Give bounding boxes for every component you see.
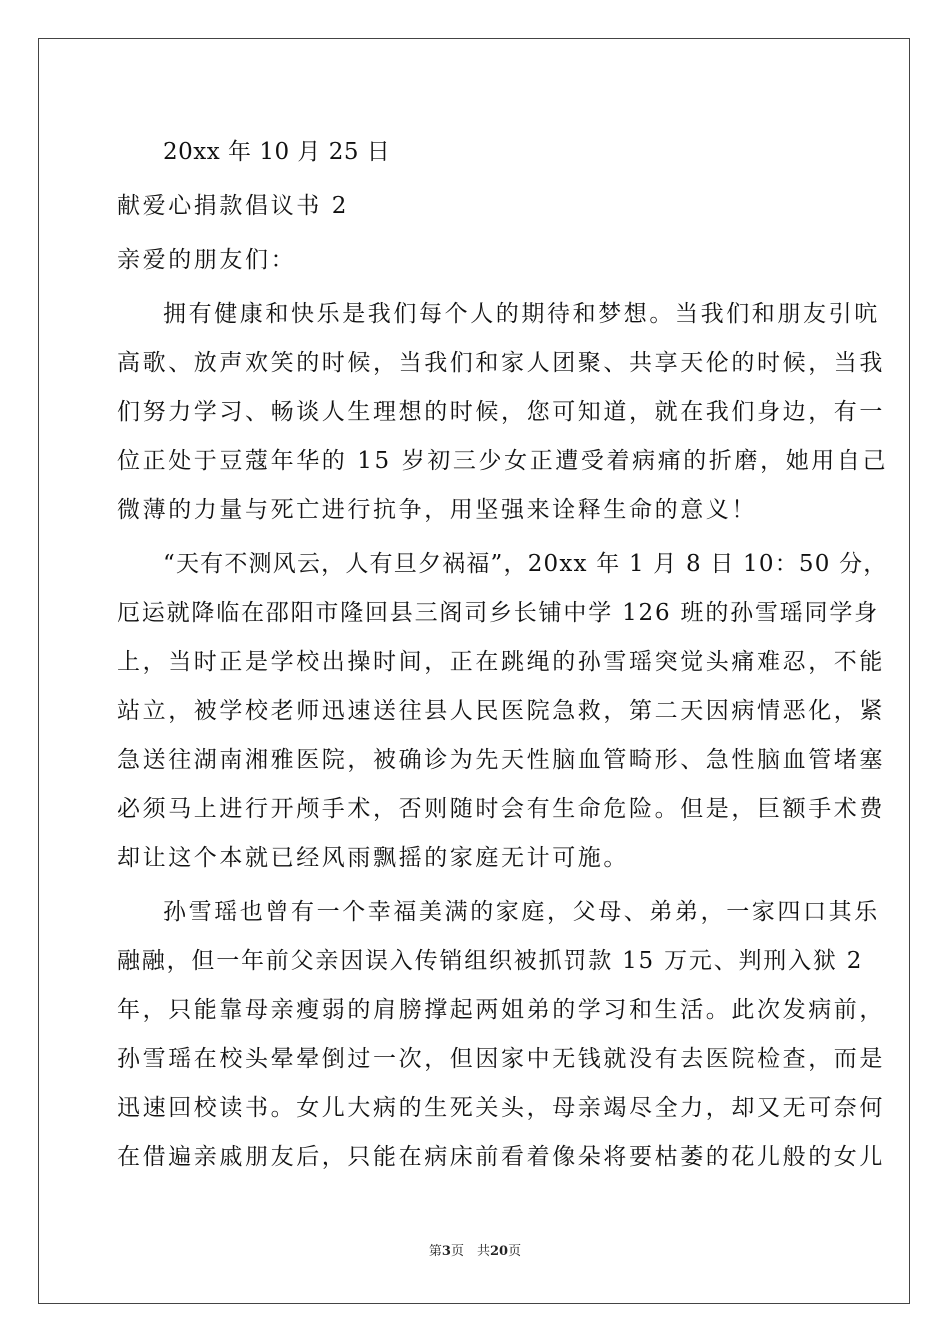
paragraph-line: 融融，但一年前父亲因误入传销组织被抓罚款 15 万元、判刑入狱 2 xyxy=(117,948,864,974)
document-date: 20xx 年 10 月 25 日 xyxy=(163,139,391,165)
paragraph-line: 在借遍亲戚朋友后，只能在病床前看着像朵将要枯萎的花儿般的女儿 xyxy=(117,1144,885,1170)
paragraph-line: 厄运就降临在邵阳市隆回县三阁司乡长铺中学 126 班的孙雪瑶同学身 xyxy=(117,600,879,626)
paragraph-line: 们努力学习、畅谈人生理想的时候，您可知道，就在我们身边，有一 xyxy=(117,399,885,425)
footer-prefix: 第 xyxy=(428,1244,442,1259)
paragraph-line: 急送往湖南湘雅医院，被确诊为先天性脑血管畸形、急性脑血管堵塞 xyxy=(117,747,885,773)
footer-mid: 页 共 xyxy=(450,1244,490,1259)
paragraph-line: 必须马上进行开颅手术，否则随时会有生命危险。但是，巨额手术费 xyxy=(117,796,885,822)
document-title: 献爱心捐款倡议书 2 xyxy=(117,193,349,219)
paragraph-line: 迅速回校读书。女儿大病的生死关头，母亲竭尽全力，却又无可奈何 xyxy=(117,1095,885,1121)
paragraph-line: 高歌、放声欢笑的时候，当我们和家人团聚、共享天伦的时候，当我 xyxy=(117,350,885,376)
paragraph-line: 孙雪瑶也曾有一个幸福美满的家庭，父母、弟弟，一家四口其乐 xyxy=(163,899,880,925)
total-pages: 20 xyxy=(489,1244,509,1259)
paragraph-line: “天有不测风云，人有旦夕祸福”，20xx 年 1 月 8 日 10：50 分， xyxy=(163,551,888,577)
footer-suffix: 页 xyxy=(508,1244,522,1259)
paragraph-line: 孙雪瑶在校头晕晕倒过一次，但因家中无钱就没有去医院检查，而是 xyxy=(117,1046,885,1072)
document-body xyxy=(117,128,889,1182)
paragraph-line: 年，只能靠母亲瘦弱的肩膀撑起两姐弟的学习和生活。此次发病前， xyxy=(117,997,885,1023)
paragraph-line: 拥有健康和快乐是我们每个人的期待和梦想。当我们和朋友引吭 xyxy=(163,301,880,327)
paragraph-1 xyxy=(117,290,889,535)
page-number: 3 xyxy=(441,1244,451,1259)
paragraph-2 xyxy=(117,540,888,883)
paragraph-line: 却让这个本就已经风雨飘摇的家庭无计可施。 xyxy=(117,845,629,871)
page-footer xyxy=(0,1240,950,1259)
paragraph-line: 上，当时正是学校出操时间，正在跳绳的孙雪瑶突觉头痛难忍，不能 xyxy=(117,649,885,675)
paragraph-line: 站立，被学校老师迅速送往县人民医院急救，第二天因病情恶化，紧 xyxy=(117,698,885,724)
paragraph-line: 微薄的力量与死亡进行抗争，用坚强来诠释生命的意义！ xyxy=(117,497,757,523)
paragraph-3 xyxy=(117,888,885,1182)
paragraph-line: 位正处于豆蔻年华的 15 岁初三少女正遭受着病痛的折磨，她用自己 xyxy=(117,448,889,474)
salutation: 亲爱的朋友们： xyxy=(117,247,297,273)
